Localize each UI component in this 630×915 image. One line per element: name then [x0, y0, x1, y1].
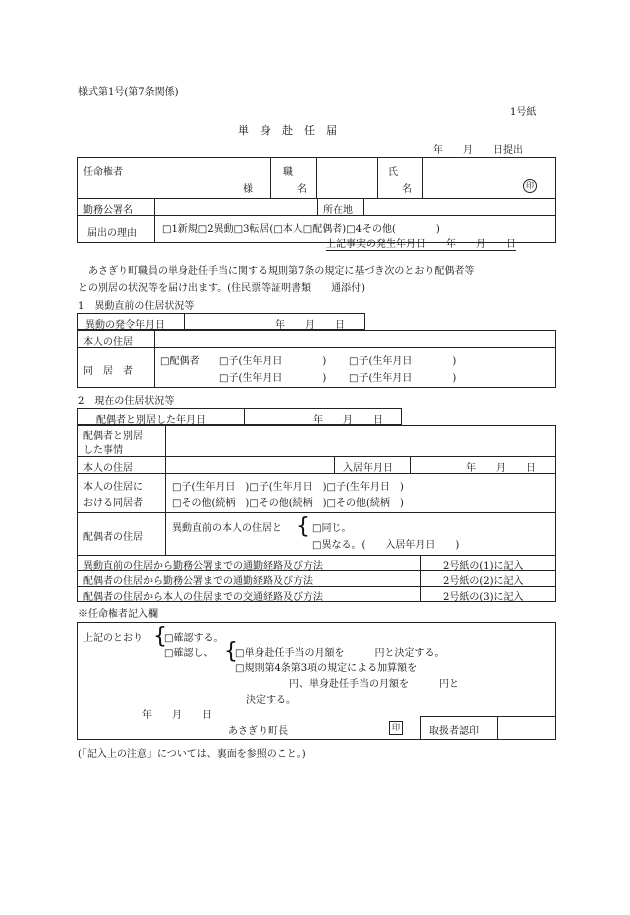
name-label-2: 名	[402, 184, 412, 195]
name-label-1: 氏	[388, 167, 398, 178]
different-checkbox: □異なる。( 入居年月日 )	[312, 540, 460, 551]
section1-cohab-label: 同 居 者	[83, 366, 133, 377]
cohab-label-1: 本人の住居に	[83, 482, 143, 493]
appointer-heading: ※任命権者記入欄	[78, 609, 158, 620]
spouse-residence-text: 異動直前の本人の住居と	[172, 523, 282, 534]
mayor-seal: 印	[389, 721, 403, 735]
decision-date: 年 月 日	[142, 710, 212, 721]
office-label: 勤務公署名	[83, 205, 133, 216]
position-label-2: 名	[297, 184, 307, 195]
additional-amount-option-3: 決定する。	[246, 695, 296, 706]
move-in-value: 年 月 日	[466, 463, 536, 474]
spouse-checkbox: □配偶者	[160, 356, 200, 367]
location-label: 所在地	[323, 205, 353, 216]
separation-date-value: 年 月 日	[313, 415, 383, 426]
form-title: 単 身 赴 任 届	[238, 124, 337, 137]
handler-seal-box	[497, 716, 556, 740]
sama-label: 様	[243, 184, 253, 195]
route-3-note: 2号紙の(3)に記入	[443, 592, 524, 603]
reason-label: 届出の理由	[87, 228, 137, 239]
order-date-value: 年 月 日	[275, 320, 345, 331]
separation-reason-label-2: した事情	[83, 445, 123, 456]
child-4: □子(生年月日 )	[349, 373, 457, 384]
same-checkbox: □同じ。	[312, 523, 352, 534]
intro-line-1: あさぎり町職員の単身赴任手当に関する規則第7条の規定に基づき次のとおり配偶者等	[88, 266, 475, 277]
section1-heading: 1 異動直前の住居状況等	[78, 301, 195, 312]
section1-residence-label: 本人の住居	[83, 337, 133, 348]
position-label-1: 職	[283, 167, 293, 178]
brace-icon: {	[224, 639, 238, 664]
spouse-residence-label: 配偶者の住居	[83, 532, 143, 543]
confirm-and-checkbox: □確認し、	[164, 648, 214, 659]
child-1: □子(生年月日 )	[219, 356, 327, 367]
separation-reason-label-1: 配偶者と別居	[83, 431, 143, 442]
route-1-note: 2号紙の(1)に記入	[443, 561, 524, 572]
route-1: 異動直前の住居から勤務公署までの通勤経路及び方法	[83, 561, 323, 572]
submission-date: 年 月 日提出	[433, 145, 523, 156]
additional-amount-option: □規則第4条第3項の規定による加算額を	[235, 663, 418, 674]
applicant-seal: 印	[523, 179, 537, 193]
brace-icon: {	[296, 514, 310, 539]
cohab-children-row: □子(生年月日 )□子(生年月日 )□子(生年月日 )	[172, 482, 404, 493]
child-3: □子(生年月日 )	[219, 373, 327, 384]
reason-date: 上記事実の発生年月日 年 月 日	[326, 235, 516, 251]
section2-heading: 2 現在の住居状況等	[78, 396, 175, 407]
brace-icon: {	[153, 624, 167, 649]
appointer-label: 任命権者	[83, 167, 123, 178]
appointer-line-1: 上記のとおり	[83, 633, 143, 644]
footer-note: (「記入上の注意」については、裏面を参照のこと。)	[78, 749, 306, 760]
monthly-amount-option: □単身赴任手当の月額を 円と決定する。	[235, 648, 445, 659]
intro-line-2: との別居の状況等を届け出ます。(住民票等証明書類 通添付)	[78, 283, 366, 294]
sheet-number: 1号紙	[510, 107, 537, 118]
cohab-others-row: □その他(続柄 )□その他(続柄 )□その他(続柄 )	[172, 498, 404, 509]
confirm-checkbox: □確認する。	[164, 633, 224, 644]
move-in-label: 入居年月日	[343, 463, 393, 474]
separation-date-label: 配偶者と別居した年月日	[96, 415, 206, 426]
mayor-label: あさぎり町長	[228, 726, 288, 737]
route-3: 配偶者の住居から本人の住居までの交通経路及び方法	[83, 592, 323, 603]
additional-amount-option-2: 円、単身赴任手当の月額を 円と	[289, 679, 459, 690]
cohab-label-2: おける同居者	[83, 498, 143, 509]
section2-residence-label: 本人の住居	[83, 463, 133, 474]
child-2: □子(生年月日 )	[349, 356, 457, 367]
route-2: 配偶者の住居から勤務公署までの通勤経路及び方法	[83, 576, 313, 587]
order-date-label: 異動の発令年月日	[85, 320, 165, 331]
form-reference: 様式第1号(第7条関係)	[78, 87, 179, 98]
route-2-note: 2号紙の(2)に記入	[443, 576, 524, 587]
reason-options: □1新規□2異動□3転居(□本人□配偶者)□4その他( )	[162, 224, 440, 235]
handler-label: 取扱者認印	[429, 726, 479, 737]
